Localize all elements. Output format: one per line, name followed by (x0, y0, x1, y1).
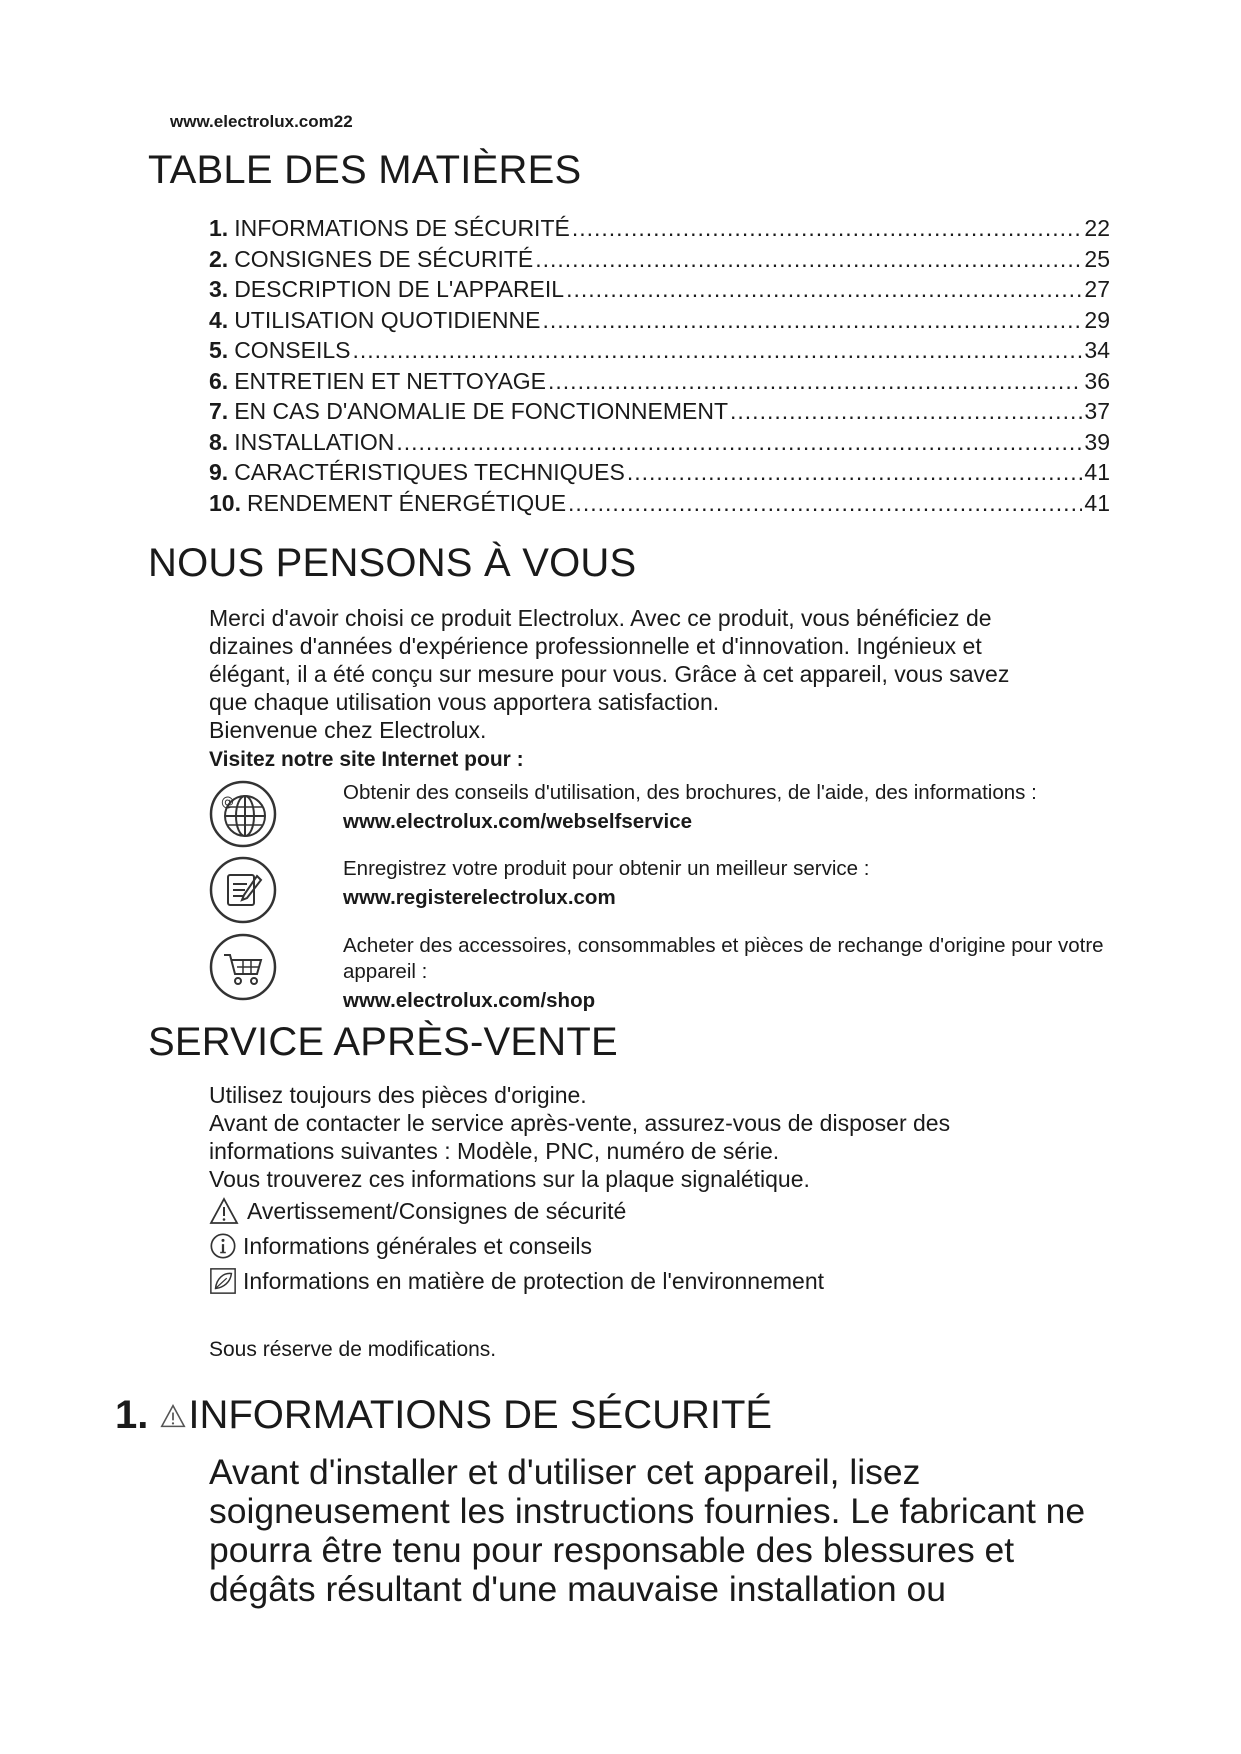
toc-leader-dots (627, 459, 1083, 486)
toc-entry-number: 9. (209, 459, 229, 485)
toc-entry-number: 1. (209, 215, 229, 241)
info-icon (209, 1232, 237, 1260)
toc-entry[interactable] (209, 398, 1110, 429)
toc-entry-number: 6. (209, 367, 229, 394)
toc-entry-page: 36 (1084, 367, 1110, 394)
toc-entry[interactable] (209, 368, 1110, 399)
link-description: Enregistrez votre produit pour obtenir un meilleur service : (343, 857, 870, 880)
toc-entry-number: 7. (209, 398, 229, 424)
thinking-line: Merci d'avoir choisi ce produit Electrolux. Avec ce produit, vous bénéficiez de (209, 605, 992, 631)
thinking-line: dizaines d'années d'expérience professionnelle et d'innovation. Ingénieux et (209, 633, 982, 659)
toc-entry-label: UTILISATION QUOTIDIENNE (234, 306, 541, 333)
toc-entry-page: 34 (1084, 337, 1110, 363)
legend-info (209, 1232, 592, 1260)
toc-title: TABLE DES MATIÈRES (148, 148, 582, 192)
link-description: Acheter des accessoires, consommables et pièces de rechange d'origine pour votre appareil : (343, 934, 1104, 983)
toc-leader-dots (396, 429, 1082, 456)
toc-entry[interactable] (209, 215, 1110, 246)
toc-entry-label: EN CAS D'ANOMALIE DE FONCTIONNEMENT (234, 398, 729, 424)
service-title: SERVICE APRÈS-VENTE (148, 1020, 618, 1064)
table-of-contents (209, 215, 1110, 520)
toc-leader-dots (572, 215, 1083, 242)
service-line: informations suivantes : Modèle, PNC, numéro de série. (209, 1138, 780, 1164)
toc-entry-label: CONSEILS (234, 337, 351, 363)
toc-entry-label: CONSIGNES DE SÉCURITÉ (234, 245, 534, 272)
toc-entry-label: CARACTÉRISTIQUES TECHNIQUES (234, 459, 625, 485)
legend-label: Informations générales et conseils (243, 1232, 593, 1259)
link-description: Obtenir des conseils d'utilisation, des brochures, de l'aide, des informations : (343, 781, 1037, 804)
thinking-paragraph (209, 604, 1109, 744)
toc-leader-dots (568, 490, 1082, 517)
toc-entry-page: 39 (1084, 428, 1110, 455)
toc-entry-label: RENDEMENT ÉNERGÉTIQUE (246, 489, 567, 516)
toc-entry-label: INFORMATIONS DE SÉCURITÉ (234, 215, 570, 241)
environment-icon (209, 1267, 237, 1295)
service-paragraph (209, 1081, 1109, 1193)
toc-leader-dots (535, 246, 1082, 273)
thinking-line: élégant, il a été conçu sur mesure pour vous. Grâce à cet appareil, vous savez (209, 661, 1010, 687)
toc-leader-dots (542, 307, 1082, 334)
toc-entry-number: 8. (209, 428, 229, 455)
link-url[interactable]: www.electrolux.com/shop (343, 989, 596, 1012)
thinking-line: que chaque utilisation vous apportera satisfaction. (209, 689, 720, 715)
toc-entry-number: 4. (209, 306, 229, 333)
svg-text:@: @ (221, 795, 234, 810)
toc-entry-number: 3. (209, 276, 229, 302)
section-heading-safety (115, 1393, 772, 1438)
legend-environment (209, 1267, 824, 1295)
modification-note: Sous réserve de modifications. (209, 1338, 497, 1361)
link-url[interactable]: www.electrolux.com/webselfservice (343, 810, 693, 833)
service-line: Vous trouverez ces informations sur la plaque signalétique. (209, 1166, 810, 1192)
toc-entry[interactable] (209, 307, 1110, 338)
thinking-title: NOUS PENSONS À VOUS (148, 541, 637, 585)
section-number: 1. (115, 1393, 149, 1437)
register-icon (209, 856, 277, 924)
toc-entry-label: ENTRETIEN ET NETTOYAGE (234, 367, 547, 394)
globe-icon (209, 780, 277, 848)
warning-icon (209, 1196, 239, 1226)
toc-entry[interactable] (209, 246, 1110, 277)
toc-entry[interactable] (209, 490, 1110, 521)
warning-icon (160, 1403, 186, 1429)
toc-leader-dots (730, 398, 1082, 425)
toc-entry-page: 29 (1084, 306, 1110, 333)
toc-entry-page: 27 (1084, 276, 1110, 302)
toc-entry-page: 37 (1084, 398, 1110, 424)
service-line: Avant de contacter le service après-vente, assurez-vous de disposer des (209, 1110, 951, 1136)
toc-leader-dots (353, 337, 1083, 364)
toc-entry-page: 22 (1084, 215, 1110, 241)
header-url: www.electrolux.com22 (170, 112, 353, 131)
legend-label: Avertissement/Consignes de sécurité (247, 1197, 627, 1224)
section-title: INFORMATIONS DE SÉCURITÉ (188, 1393, 773, 1437)
toc-entry-page: 25 (1084, 245, 1110, 272)
toc-entry-label: DESCRIPTION DE L'APPAREIL (234, 276, 565, 302)
toc-entry-label: INSTALLATION (234, 428, 395, 455)
safety-intro: Avant d'installer et d'utiliser cet appareil, lisez soigneusement les instructions fournies. Le fabricant ne pourra être tenu pour responsable des blessures et dégâts résultant d'une mauvaise installation ou (209, 1452, 1086, 1609)
toc-entry-page: 41 (1084, 459, 1110, 485)
toc-leader-dots (566, 276, 1082, 303)
toc-entry-page: 41 (1084, 489, 1110, 516)
link-url[interactable]: www.registerelectrolux.com (343, 886, 616, 909)
toc-entry-number: 10. (209, 489, 241, 516)
toc-entry[interactable] (209, 337, 1110, 368)
toc-entry[interactable] (209, 429, 1110, 460)
legend-label: Informations en matière de protection de l'environnement (243, 1267, 824, 1294)
toc-entry-number: 2. (209, 245, 229, 272)
toc-entry[interactable] (209, 459, 1110, 490)
toc-entry[interactable] (209, 276, 1110, 307)
toc-leader-dots (548, 368, 1082, 395)
toc-entry-number: 5. (209, 337, 229, 363)
service-line: Utilisez toujours des pièces d'origine. (209, 1082, 587, 1108)
thinking-line: Bienvenue chez Electrolux. (209, 717, 487, 743)
cart-icon (209, 933, 277, 1001)
visit-label: Visitez notre site Internet pour : (209, 748, 524, 771)
legend-warning (209, 1196, 626, 1226)
